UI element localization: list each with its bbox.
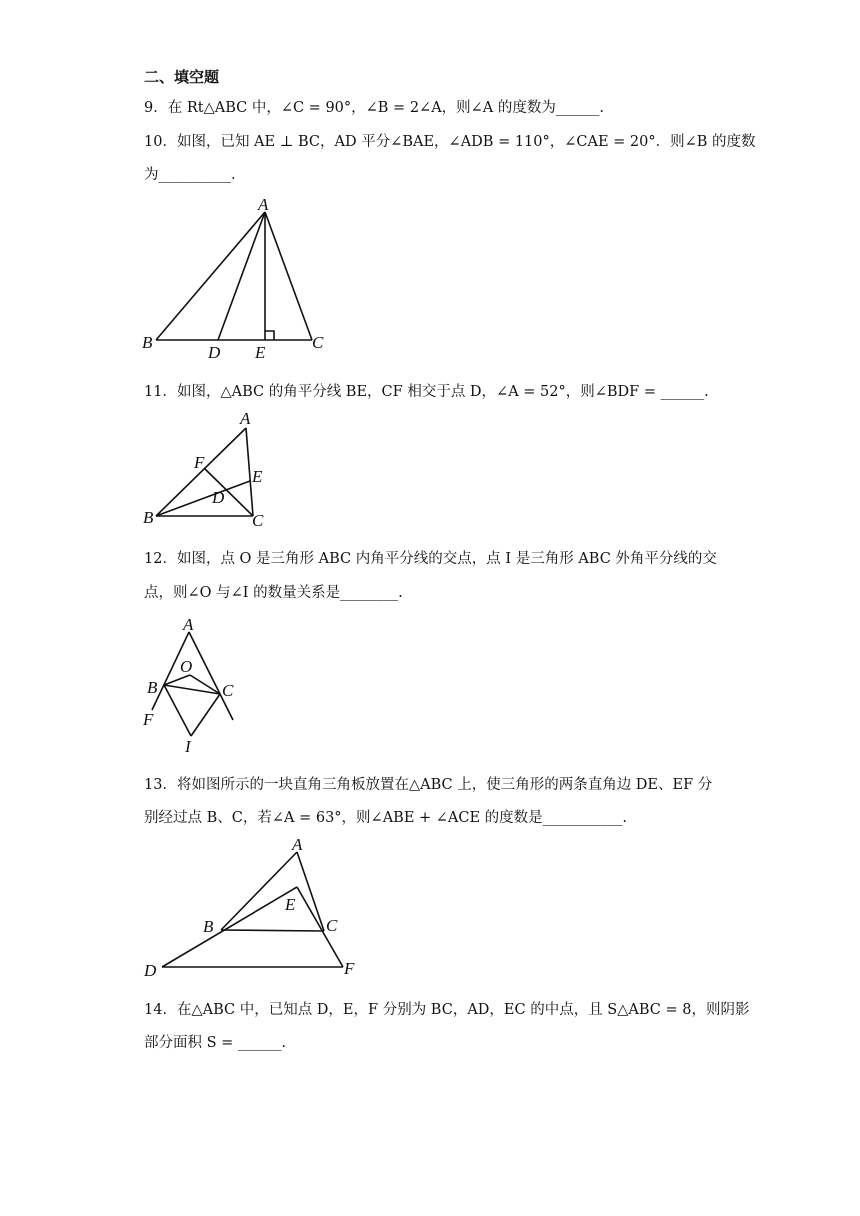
segment-ab bbox=[156, 212, 265, 340]
segment-ci bbox=[191, 694, 220, 736]
label-c: C bbox=[326, 916, 338, 935]
label-c: C bbox=[252, 511, 264, 530]
label-b: B bbox=[142, 333, 153, 352]
label-d: D bbox=[208, 343, 221, 362]
label-b: B bbox=[147, 678, 158, 697]
section-title: 二、填空题 bbox=[144, 68, 220, 86]
right-angle-mark bbox=[265, 331, 274, 340]
label-o: O bbox=[180, 657, 193, 676]
question-13-line-1: 13．将如图所示的一块直角三角板放置在△ABC 上，使三角形的两条直角边 DE、EF 分 bbox=[144, 777, 713, 793]
label-i: I bbox=[185, 737, 191, 756]
label-c: C bbox=[312, 333, 324, 352]
segment-bi bbox=[164, 685, 191, 736]
segment-ab bbox=[156, 428, 246, 516]
segment-ab bbox=[221, 852, 297, 930]
segment-ac bbox=[265, 212, 312, 340]
segment-bc bbox=[221, 930, 324, 931]
segment-ad bbox=[218, 212, 265, 340]
label-c: C bbox=[222, 681, 234, 700]
figure-q10 bbox=[140, 192, 340, 362]
question-9-line-1: 9．在 Rt△ABC 中，∠C = 90°，∠B = 2∠A，则∠A 的度数为______. bbox=[144, 100, 604, 116]
question-10-line-1: 10．如图，已知 AE ⊥ BC，AD 平分∠BAE，∠ADB = 110°，∠CAE = 20°．则∠B 的度数 bbox=[144, 134, 756, 150]
label-a: A bbox=[292, 835, 303, 854]
label-a: A bbox=[240, 409, 251, 428]
question-11-line-1: 11．如图，△ABC 的角平分线 BE，CF 相交于点 D，∠A = 52°，则∠BDF = ______. bbox=[144, 384, 709, 400]
label-b: B bbox=[203, 917, 214, 936]
segment-ac bbox=[297, 852, 324, 931]
question-12-line-2: 点，则∠O 与∠I 的数量关系是________. bbox=[144, 585, 403, 601]
label-e: E bbox=[255, 343, 266, 362]
figure-q13 bbox=[140, 834, 370, 984]
figure-q11 bbox=[140, 404, 280, 529]
label-d: D bbox=[144, 961, 157, 980]
figure-q12 bbox=[140, 612, 250, 757]
label-b: B bbox=[143, 508, 154, 527]
label-d: D bbox=[212, 488, 225, 507]
label-f: F bbox=[143, 710, 154, 729]
question-12-line-1: 12．如图，点 O 是三角形 ABC 内角平分线的交点，点 I 是三角形 ABC 外角平分线的交 bbox=[144, 551, 717, 567]
question-13-line-2: 别经过点 B、C，若∠A = 63°，则∠ABE + ∠ACE 的度数是___________. bbox=[144, 810, 628, 826]
label-e: E bbox=[285, 895, 296, 914]
question-10-line-2: 为__________. bbox=[144, 167, 236, 183]
label-a: A bbox=[183, 615, 194, 634]
label-a: A bbox=[258, 195, 269, 214]
segment-de bbox=[162, 887, 297, 967]
label-e: E bbox=[252, 467, 263, 486]
question-14-line-1: 14．在△ABC 中，已知点 D，E，F 分别为 BC，AD，EC 的中点，且 S△ABC = 8，则阴影 bbox=[144, 1002, 750, 1018]
label-f: F bbox=[194, 453, 205, 472]
label-f: F bbox=[344, 959, 355, 978]
question-14-line-2: 部分面积 S = ______. bbox=[144, 1035, 287, 1051]
